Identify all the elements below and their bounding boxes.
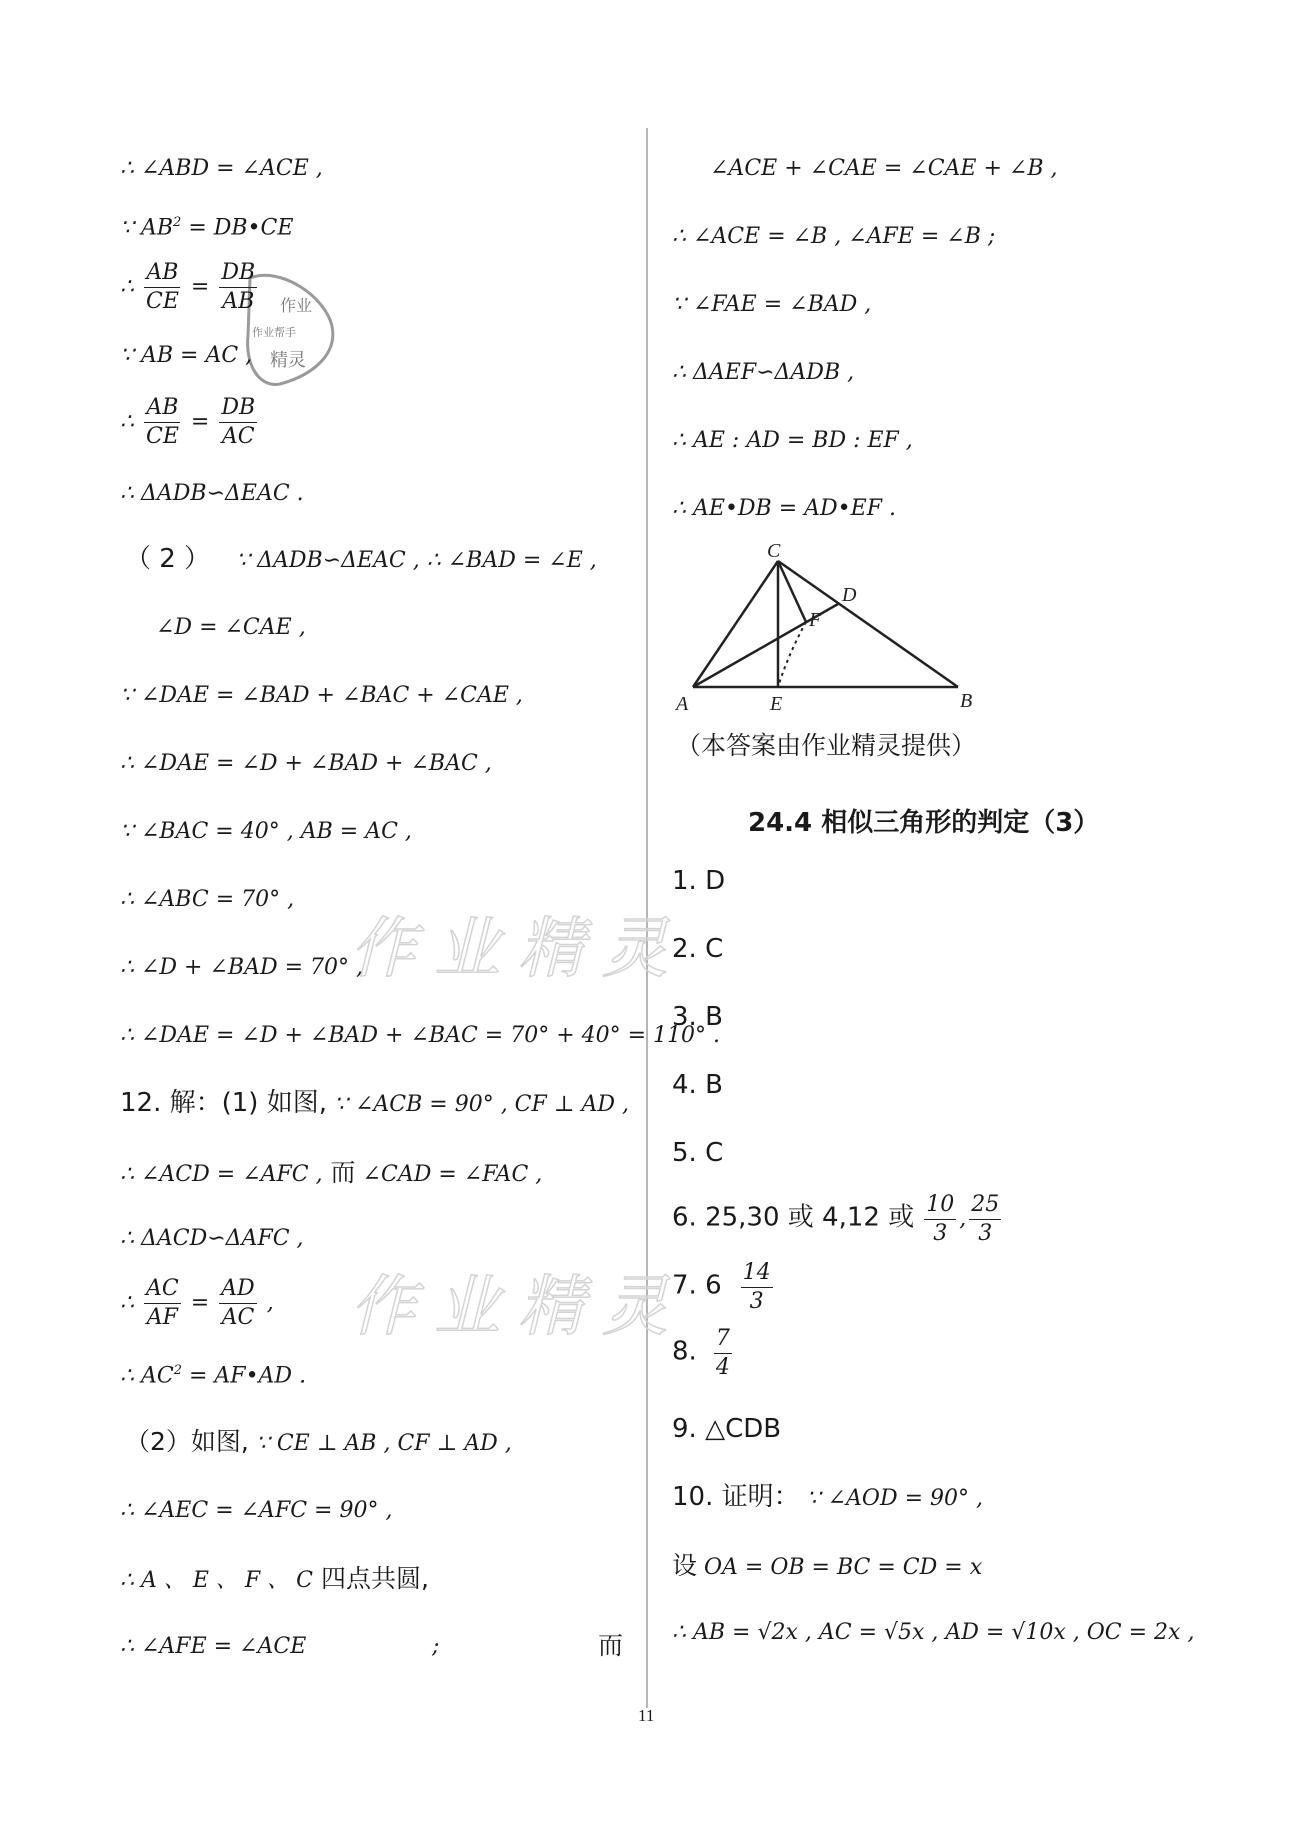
proof-line: ∴ ΔADB∽ΔEAC . <box>120 481 304 506</box>
proof-line: ∴ ΔACD∽ΔAFC , <box>120 1226 304 1251</box>
watermark-text: 作业精灵 <box>350 1268 686 1345</box>
fraction-line: ∴ $\frac{AC}{AF}$ = $\frac{AD}{AC}$ , <box>120 1276 274 1330</box>
proof-line: ∵ $AB^2$ = DB•CE <box>120 215 294 241</box>
proof-line: ∴ ∠AFE = ∠ACE <box>120 1634 307 1659</box>
proof-line: ∵ ∠DAE = ∠BAD + ∠BAC + ∠CAE , <box>120 683 523 708</box>
proof-line: ∴ $AC^2$ = AF•AD . <box>120 1363 307 1389</box>
proof-line: ∴ ∠DAE = ∠D + ∠BAD + ∠BAC , <box>120 751 492 776</box>
answer-item: 7. 6 $\frac{14}{3}$ <box>672 1260 771 1314</box>
proof-line: ∵ AB = AC , <box>120 343 253 368</box>
proof-line: ∠D = ∠CAE , <box>156 615 306 640</box>
label-b: B <box>960 690 973 712</box>
answer-item: 5. C <box>672 1138 724 1168</box>
proof-line: ∴ ∠ABC = 70° , <box>120 887 295 912</box>
answer-item: ∴ AB = √2x , AC = √5x , AD = √10x , OC = 2x , <box>672 1620 1195 1645</box>
proof-line: ∴ A 、 E 、 F 、 C 四点共圆, <box>120 1564 429 1593</box>
stamp-side-text: 作业帮手 <box>252 327 296 339</box>
fraction: $\frac{7}{4}$ <box>715 1326 730 1380</box>
proof-line: ∴ ∠ACE = ∠B , ∠AFE = ∠B ; <box>672 224 996 249</box>
fraction: $\frac{DB}{AB}$ <box>221 260 256 314</box>
proof-line: ∵ ∠FAE = ∠BAD , <box>672 292 872 317</box>
answer-item: 9. △CDB <box>672 1414 782 1444</box>
problem-12-heading: 12. 解：(1) 如图, ∵ ∠ACB = 90° , CF ⊥ AD , <box>120 1088 629 1118</box>
proof-line: ∴ ΔAEF∽ΔADB , <box>672 360 855 385</box>
text-er: 而 <box>598 1631 624 1660</box>
geometry-figure <box>668 535 988 715</box>
proof-line: ∠ACE + ∠CAE = ∠CAE + ∠B , <box>710 156 1058 181</box>
proof-line: ∴ ∠ACD = ∠AFC , 而 ∠CAD = ∠FAC , <box>120 1158 543 1187</box>
proof-line: ∴ AE : AD = BD : EF , <box>672 428 913 453</box>
label-d: D <box>842 584 857 606</box>
fraction: $\frac{AD}{AC}$ <box>221 1276 255 1330</box>
fraction-line: ∴ $\frac{AB}{CE}$ = $\frac{DB}{AC}$ <box>120 395 256 449</box>
proof-line: （ 2 ） ∵ ΔADB∽ΔEAC , ∴ ∠BAD = ∠E , <box>125 544 597 574</box>
label-e: E <box>770 693 783 715</box>
answer-item: 3. B <box>672 1002 723 1032</box>
fraction: $\frac{10}{3}$ <box>926 1192 955 1246</box>
answer-item: 4. B <box>672 1070 723 1100</box>
label-a: A <box>676 693 689 715</box>
fraction: $\frac{AB}{CE}$ <box>146 395 179 449</box>
label-c: C <box>767 540 781 562</box>
answer-item: 10. 证明： ∵ ∠AOD = 90° , <box>672 1482 984 1512</box>
fraction-line: ∴ $\frac{AB}{CE}$ = $\frac{DB}{AB}$ <box>120 260 256 314</box>
proof-line: ∴ ∠DAE = ∠D + ∠BAD + ∠BAC = 70° + 40° = 110° . <box>120 1023 721 1048</box>
fraction: $\frac{DB}{AC}$ <box>221 395 256 449</box>
fraction: $\frac{25}{3}$ <box>971 1192 1000 1246</box>
semicolon: ; <box>432 1634 440 1659</box>
answer-item: 1. D <box>672 866 726 896</box>
answer-item: 设 OA = OB = BC = CD = x <box>672 1551 983 1580</box>
proof-line: ∴ AE•DB = AD•EF . <box>672 496 896 521</box>
fraction: $\frac{14}{3}$ <box>742 1260 771 1314</box>
credit-note: （本答案由作业精灵提供） <box>676 731 977 760</box>
stamp-top-text: 作业 <box>280 298 313 315</box>
fraction: $\frac{AB}{CE}$ <box>146 260 179 314</box>
stamp-bottom-text: 精灵 <box>270 350 306 370</box>
label-f: F <box>809 609 822 631</box>
proof-line: ∴ ∠AEC = ∠AFC = 90° , <box>120 1498 393 1523</box>
watermark-text: 作业精灵 <box>350 910 686 987</box>
page-number: 11 <box>638 1706 655 1725</box>
proof-line: ∴ ∠D + ∠BAD = 70° , <box>120 955 364 980</box>
proof-line: ∴ ∠ABD = ∠ACE , <box>120 156 323 181</box>
answer-item: 2. C <box>672 934 724 964</box>
answer-item: 6. 25,30 或 4,12 或 $\frac{10}{3}$ , $\frac{25}{3}$ <box>672 1192 1000 1246</box>
answer-item: 8. $\frac{7}{4}$ <box>672 1326 730 1380</box>
fraction: $\frac{AC}{AF}$ <box>146 1276 179 1330</box>
section-title: 24.4 相似三角形的判定（3） <box>748 808 1100 838</box>
proof-line: ∵ ∠BAC = 40° , AB = AC , <box>120 819 412 844</box>
proof-line: （2）如图, ∵ CE ⊥ AB , CF ⊥ AD , <box>125 1427 512 1456</box>
